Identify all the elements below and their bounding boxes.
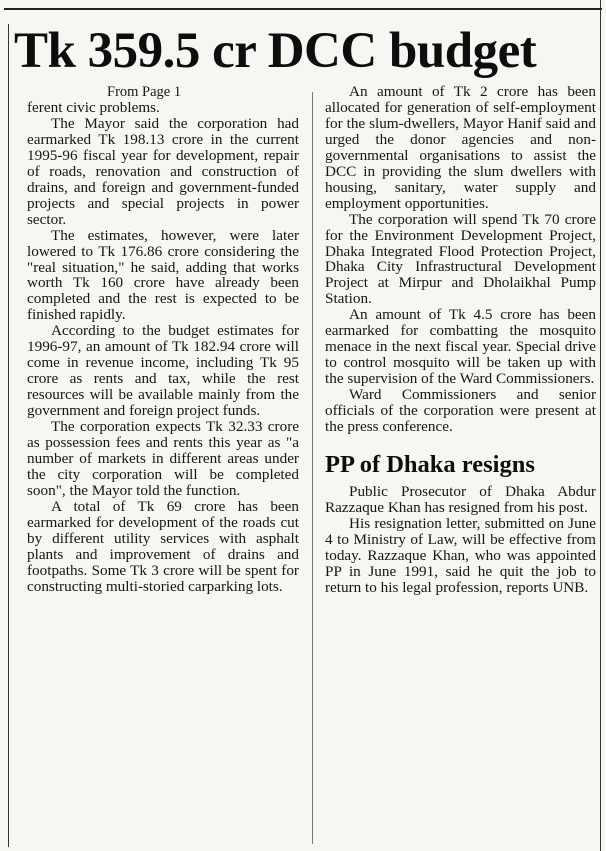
article-paragraph: Ward Commissioners and senior officials of the corporation were present at the press conference.: [325, 386, 596, 436]
top-border-rule: [4, 8, 602, 10]
article-column-2: [325, 84, 596, 596]
article-paragraph: The corporation expects Tk 32.33 crore as possession fees and rents this year as "a number of markets in different areas under the city corporation will be completed soon", the Mayor told the function.: [27, 418, 299, 499]
article-paragraph: According to the budget estimates for 1996-97, an amount of Tk 182.94 crore will come in revenue income, including Tk 95 crore as rents and tax, while the rest resources will be available mainly from the government and foreign project funds.: [27, 322, 299, 420]
second-story-paragraph: His resignation letter, submitted on June 4 to Ministry of Law, will be effective from today. Razzaque Khan, who was appointed PP in June 1991, said he quit the job to return to his legal profession, reports UNB.: [325, 514, 596, 596]
article-column-1: [27, 84, 299, 595]
column-divider: [312, 92, 313, 844]
second-story-paragraph: Public Prosecutor of Dhaka Abdur Razzaque Khan has resigned from his post.: [325, 482, 596, 516]
main-headline: Tk 359.5 cr DCC budget: [14, 23, 537, 79]
article-paragraph: ferent civic problems.: [27, 99, 160, 116]
right-border-rule: [600, 0, 601, 851]
article-paragraph: The estimates, however, were later lowered to Tk 176.86 crore considering the "real situation," he said, adding that works worth Tk 160 crore have already been completed and the rest is expected to be finished rapidly.: [27, 226, 299, 324]
continued-from-line: From Page 1: [107, 84, 182, 100]
article-paragraph: The Mayor said the corporation had earmarked Tk 198.13 crore in the current 1995-96 fiscal year for development, repair of roads, renovation and construction of drains, and foreign and government-funded projects and special projects in power sector.: [27, 114, 299, 228]
article-paragraph: An amount of Tk 2 crore has been allocated for generation of self-employment for the slum-dwellers, Mayor Hanif said and urged the donor agencies and non-governmental organisations to assist the DCC in providing the slum dwellers with housing, sanitary, water supply and employment opportunities.: [325, 83, 596, 212]
article-paragraph: A total of Tk 69 crore has been earmarked for development of the roads cut by different utility services with asphalt plants and improvement of drains and footpaths. Some Tk 3 crore will be spent for constructing multi-storied carparking lots.: [27, 497, 299, 595]
article-paragraph: An amount of Tk 4.5 crore has been earmarked for combatting the mosquito menace in the next fiscal year. Special drive to control mosquito will be taken up with the supervision of the Ward Commissioners.: [325, 306, 596, 388]
left-border-rule: [8, 24, 9, 847]
article-paragraph: The corporation will spend Tk 70 crore for the Environment Development Project, Dhaka Integrated Flood Protection Project, Dhaka City Infrastructural Development Project at Mirpur and Dholaikhal Pump Station.: [325, 210, 596, 308]
second-story-headline: PP of Dhaka resigns: [325, 450, 535, 478]
